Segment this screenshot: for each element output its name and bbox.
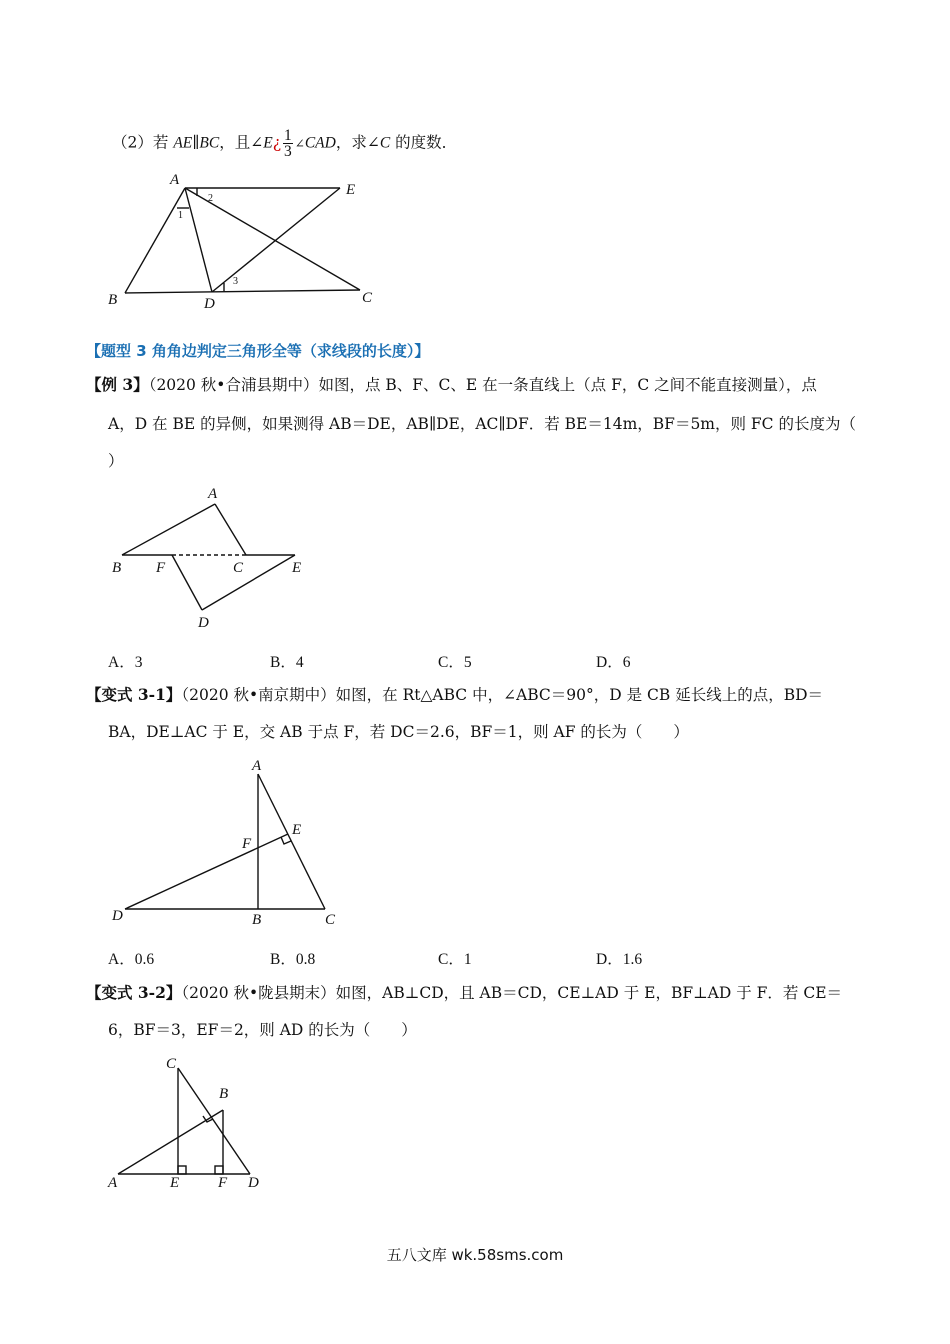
fig3-label-B: B [252,912,262,928]
figure-1-diagram [100,168,390,313]
fig4-label-C: C [166,1056,177,1072]
segment-AB [122,504,215,555]
fig1-label-1: 1 [178,210,183,221]
q2-text: （2）若 AE∥BC，且∠E¿ $\frac{1}{3}$ ∠CAD，求∠C 的度数． [112,127,458,160]
fig3-label-E: E [292,822,302,838]
fig1-label-D: D [204,296,215,312]
fig1-label-C: C [362,290,373,306]
variant-3-1-option-a[interactable]: A．0.6 [108,951,155,968]
example-3-line-1: 【例 3】（2020 秋•合浦县期中）如图，点 B、F、C、E 在一条直线上（点 F，C 之间不能直接测量），点 [86,375,817,394]
variant-3-1-option-c[interactable]: C．1 [438,951,472,968]
fig1-label-A: A [170,172,180,188]
fig1-label-3: 3 [233,276,238,287]
variant-3-1-line-2: BA，DE⊥AC 于 E，交 AB 于点 F，若 DC＝2.6，BF＝1，则 AF 的长为（ ） [108,723,689,741]
fig2-label-B: B [112,560,122,576]
example-3-line-2: A，D 在 BE 的异侧，如果测得 AB＝DE，AB∥DE，AC∥DF．若 BE＝14m，BF＝5m，则 FC 的长度为（ [108,415,856,433]
variant-3-1-line-1: 【变式 3-1】（2020 秋•南京期中）如图，在 Rt△ABC 中，∠ABC＝90°，D 是 CB 延长线上的点，BD＝ [86,685,824,704]
figure-2-diagram [100,482,320,632]
fig4-label-D: D [248,1175,259,1191]
segment-DE [212,188,340,292]
variant-3-2-line-1: 【变式 3-2】（2020 秋•陇县期末）如图，AB⊥CD，且 AB＝CD，CE⊥AD 于 E，BF⊥AD 于 F．若 CE＝ [86,983,843,1002]
fraction-one-third: $\frac{1}{3}$ [284,127,292,160]
fig3-label-D: D [112,908,123,924]
segment-DE [202,555,295,610]
right-angle-mark-E [178,1166,186,1174]
fig2-label-C: C [233,560,244,576]
fig3-label-C: C [325,912,336,928]
fig1-label-2: 2 [208,193,213,204]
example-3-option-b[interactable]: B．4 [270,654,304,671]
segment-AB [125,188,185,293]
fig2-label-F: F [156,560,166,576]
example-3-line-3: ） [108,452,124,470]
variant-3-1-option-b[interactable]: B．0.8 [270,951,316,968]
fig1-label-E: E [346,182,356,198]
fig3-label-A: A [252,758,262,774]
page-footer[interactable]: 五八文库 wk.58sms.com [386,1246,564,1264]
fig4-label-F: F [218,1175,228,1191]
example-3-option-d[interactable]: D．6 [596,654,631,671]
fig4-label-B: B [219,1086,229,1102]
segment-AC [215,504,246,555]
segment-FD [172,555,202,610]
section-heading: 【题型 3 角角边判定三角形全等（求线段的长度）】 [86,342,430,360]
figure-3-diagram [100,752,350,932]
fig4-label-E: E [170,1175,180,1191]
example-3-option-a[interactable]: A．3 [108,654,143,671]
fig4-label-A: A [108,1175,118,1191]
figure-4-diagram [100,1050,280,1195]
fig3-label-F: F [242,836,252,852]
variant-3-2-line-2: 6，BF＝3，EF＝2，则 AD 的长为（ ） [108,1021,417,1039]
segment-BC [125,290,360,293]
fig2-label-E: E [292,560,302,576]
example-3-option-c[interactable]: C．5 [438,654,472,671]
fig2-label-D: D [198,615,209,631]
fig1-label-B: B [108,292,118,308]
right-angle-mark-F [215,1166,223,1174]
segment-AB [118,1110,223,1174]
variant-3-1-option-d[interactable]: D．1.6 [596,951,643,968]
segment-DE [125,834,288,909]
fig2-label-A: A [208,486,218,502]
segment-AC [258,774,325,909]
segment-CD [178,1068,250,1174]
